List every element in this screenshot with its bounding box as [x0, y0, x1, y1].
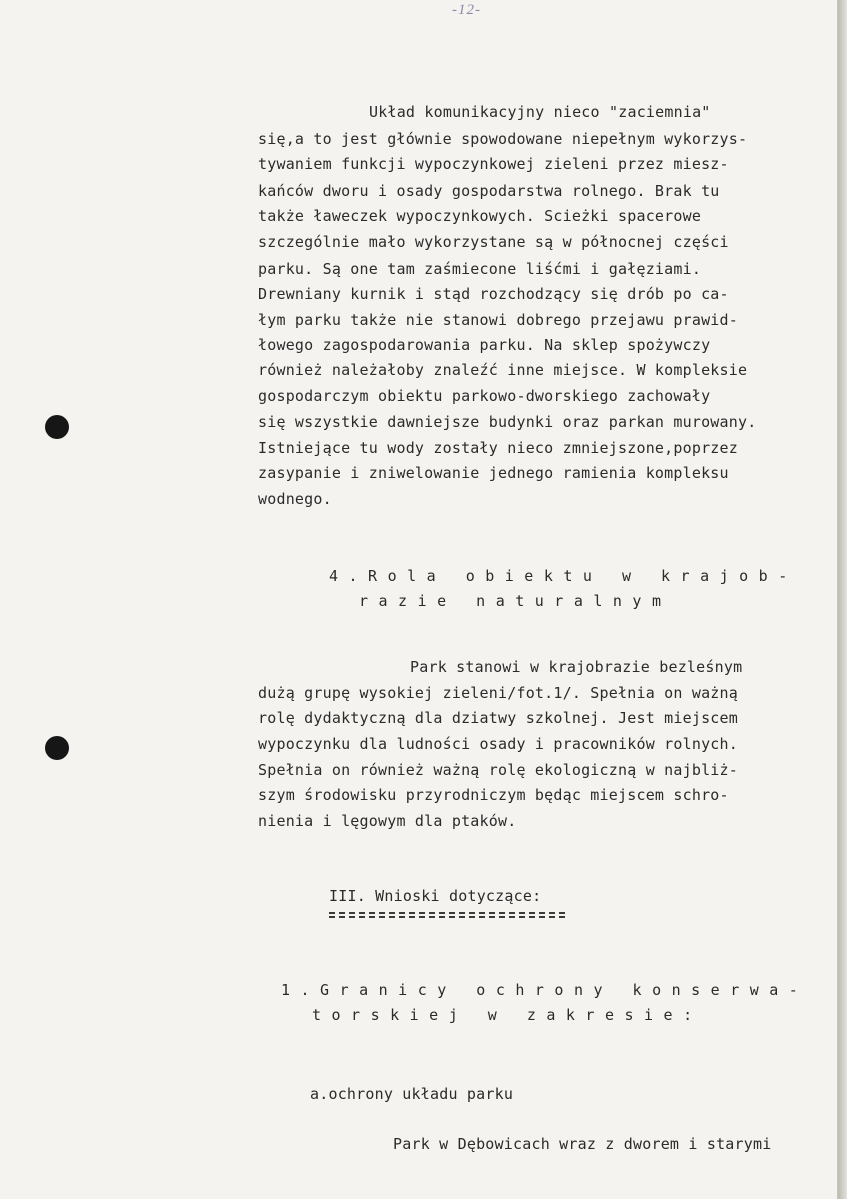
text-line: wypoczynku dla ludności osady i pracowników rolnych. [258, 735, 738, 753]
text-line: kańców dworu i osady gospodarstwa rolnego. Brak tu [258, 182, 720, 200]
text-line: Układ komunikacyjny nieco "zaciemnia" [369, 103, 711, 121]
text-line: zasypanie i zniwelowanie jednego ramienia kompleksu [258, 464, 729, 482]
text-line: rolę dydaktyczną dla dziatwy szkolnej. Jest miejscem [258, 709, 738, 727]
text-line: wodnego. [258, 490, 332, 508]
text-line: Spełnia on również ważną rolę ekologiczną w najbliż- [258, 761, 738, 779]
text-line: dużą grupę wysokiej zieleni/fot.1/. Spełnia on ważną [258, 684, 738, 702]
text-line: nienia i lęgowym dla ptaków. [258, 812, 517, 830]
punch-hole [45, 736, 69, 760]
text-line: gospodarczym obiektu parkowo-dworskiego zachowały [258, 387, 711, 405]
heading-line: torskiej w zakresie: [312, 1006, 703, 1024]
text-line: Istniejące tu wody zostały nieco zmniejszone,poprzez [258, 439, 738, 457]
text-line: łowego zagospodarowania parku. Na sklep spożywczy [258, 336, 711, 354]
text-line: Park stanowi w krajobrazie bezleśnym [410, 658, 743, 676]
text-line: szym środowisku przyrodniczym będąc miejscem schro- [258, 786, 729, 804]
text-line: się wszystkie dawniejsze budynki oraz parkan murowany. [258, 413, 757, 431]
text-line: się,a to jest głównie spowodowane niepełnym wykorzys- [258, 130, 748, 148]
text-line: także ławeczek wypoczynkowych. Scieżki spacerowe [258, 207, 702, 225]
page-number: -12- [452, 2, 481, 18]
heading-underline [329, 912, 565, 918]
heading-line: 1.Granicy ochrony konserwa- [281, 981, 809, 999]
text-line: Park w Dębowicach wraz z dworem i starymi [393, 1135, 772, 1153]
text-line: szczególnie mało wykorzystane są w północnej części [258, 233, 729, 251]
subsection-heading: a.ochrony układu parku [310, 1085, 514, 1103]
text-line: Drewniany kurnik i stąd rozchodzący się drób po ca- [258, 285, 729, 303]
punch-hole [45, 415, 69, 439]
text-line: tywaniem funkcji wypoczynkowej zieleni przez miesz- [258, 155, 729, 173]
text-line: również należałoby znaleźć inne miejsce. W kompleksie [258, 361, 748, 379]
page-edge [838, 0, 847, 1199]
heading-line: razie naturalnym [359, 592, 672, 610]
text-line: łym parku także nie stanowi dobrego przejawu prawid- [258, 311, 738, 329]
text-line: parku. Są one tam zaśmiecone liśćmi i gałęziami. [258, 260, 702, 278]
heading-line: 4.Rola obiektu w krajob- [329, 567, 798, 585]
section-heading: III. Wnioski dotyczące: [329, 887, 542, 905]
